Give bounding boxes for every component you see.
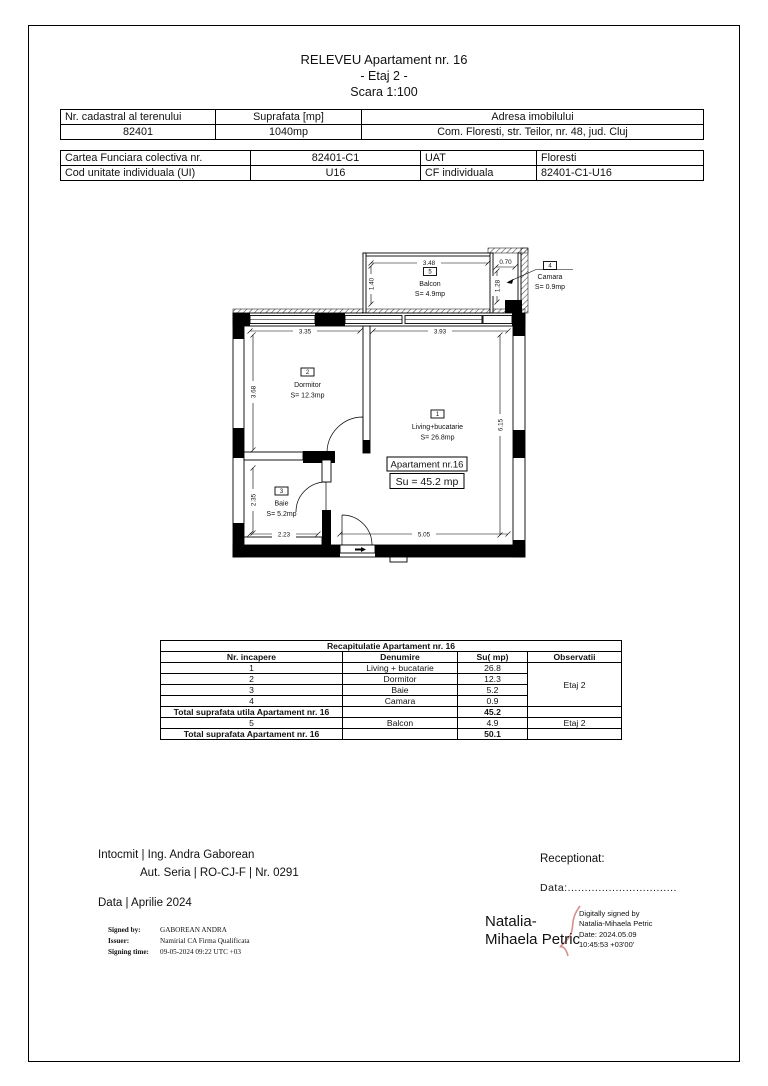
dim-balcon-height: 1.40 — [368, 277, 376, 291]
room-number: 1 — [435, 412, 440, 419]
land-value-suprafata: 1040mp — [216, 125, 362, 140]
cf-individuala-value: 82401-C1-U16 — [537, 166, 704, 181]
room-area: S= 12.3mp — [290, 392, 325, 400]
cf-colectiva-label: Cartea Funciara colectiva nr. — [61, 151, 251, 166]
signed-by-value: GABOREAN ANDRA — [160, 926, 227, 934]
room-name: Baie — [274, 500, 289, 508]
recap-cell-denumire: Baie — [343, 685, 458, 696]
leader-arrow-icon — [507, 279, 514, 284]
room-label-living — [412, 410, 463, 442]
signer-name-line2: Mihaela Petric — [485, 931, 581, 948]
uat-value: Floresti — [537, 151, 704, 166]
recap-cell-su: 12.3 — [458, 674, 528, 685]
issuer-label: Issuer: — [108, 937, 130, 945]
dim-balcon-width: 3.48 — [422, 260, 436, 267]
signer-name-line1: Natalia- — [485, 913, 537, 930]
intocmit-line: Intocmit | Ing. Andra Gaborean — [98, 849, 255, 861]
recap-cell-nr: 1 — [161, 663, 343, 674]
recap-empty-cell — [528, 707, 622, 718]
recap-total-utila-label: Total suprafata utila Apartament nr. 16 — [161, 707, 343, 718]
dim-dormitor-height: 3.68 — [250, 385, 258, 399]
aut-seria-line: Aut. Seria | RO-CJ-F | Nr. 0291 — [140, 867, 299, 879]
dim-dormitor-width: 3.35 — [298, 328, 312, 336]
recap-header-nr: Nr. incapere — [161, 652, 343, 663]
recap-balcon-row — [161, 718, 622, 729]
recap-empty-cell — [343, 707, 458, 718]
room-number: 3 — [279, 489, 284, 496]
doc-title: RELEVEU Apartament nr. 16 — [300, 52, 468, 67]
recap-cell-su: 5.2 — [458, 685, 528, 696]
room-number: 2 — [305, 370, 310, 377]
ui-label: Cod unitate individuala (UI) — [61, 166, 251, 181]
signed-by-row — [108, 925, 250, 936]
exterior-walls — [233, 313, 525, 557]
room-name: Living+bucatarie — [411, 424, 464, 431]
ui-value: U16 — [251, 166, 421, 181]
land-header-cadastral: Nr. cadastral al terenului — [61, 110, 216, 125]
recap-header-denumire: Denumire — [343, 652, 458, 663]
land-table — [60, 109, 704, 140]
windows — [250, 316, 512, 324]
cf-individuala-label: CF individuala — [421, 166, 537, 181]
dim-baie-height: 2.35 — [250, 493, 258, 507]
dim-baie-width: 2.23 — [277, 531, 291, 539]
signing-time-row — [108, 947, 250, 958]
room-name: Camara — [537, 273, 563, 281]
recap-title-row — [161, 641, 622, 652]
dim-camara-width: 0.70 — [499, 259, 512, 266]
recap-cell-su: 4.9 — [458, 718, 528, 729]
land-table-header-row — [61, 110, 704, 125]
digital-detail-line: Natalia-Mihaela Petric — [579, 919, 653, 929]
recap-header-su: Su( mp) — [458, 652, 528, 663]
recap-total-value: 50.1 — [458, 729, 528, 740]
recap-cell-nr: 4 — [161, 696, 343, 707]
signing-time-label: Signing time: — [108, 948, 149, 956]
recap-header-observatii: Observatii — [528, 652, 622, 663]
recap-cell-nr: 3 — [161, 685, 343, 696]
recap-total-utila-value: 45.2 — [458, 707, 528, 718]
land-value-adresa: Com. Floresti, str. Teilor, nr. 48, jud. Cluj — [362, 125, 704, 140]
recap-cell-nr: 2 — [161, 674, 343, 685]
hatch-strips — [233, 248, 528, 314]
reception-date-line: Data:................................ — [540, 882, 677, 894]
recap-cell-denumire: Camara — [343, 696, 458, 707]
digital-signer-name — [485, 913, 580, 949]
receptionat-label: Receptionat: — [540, 853, 605, 865]
recap-empty-cell — [343, 729, 458, 740]
recap-title: Recapitulatie Apartament nr. 16 — [161, 641, 622, 652]
room-area: S= 4.9mp — [414, 291, 446, 298]
room-number: 5 — [428, 269, 432, 276]
land-table-data-row — [61, 125, 704, 140]
apartment-area-label: Su = 45.2 mp — [395, 475, 459, 488]
recap-empty-cell — [528, 729, 622, 740]
uat-label: UAT — [421, 151, 537, 166]
room-number: 4 — [548, 263, 552, 270]
room-name: Dormitor — [294, 382, 321, 389]
signed-by-label: Signed by: — [108, 926, 141, 934]
room-area: S= 0.9mp — [534, 283, 566, 291]
issuer-row — [108, 936, 250, 947]
doc-subtitle-floor: - Etaj 2 - — [360, 69, 408, 83]
recap-cell-su: 26.8 — [458, 663, 528, 674]
cf-row-unitate — [61, 166, 704, 181]
recap-total-row — [161, 729, 622, 740]
land-header-suprafata: Suprafata [mp] — [216, 110, 362, 125]
room-label-balcon — [415, 268, 445, 299]
cf-table — [60, 150, 704, 181]
apartment-summary-box — [387, 457, 467, 489]
digital-detail-line: Date: 2024.05.09 — [579, 929, 637, 939]
digital-detail-line: Digitally signed by — [579, 909, 640, 918]
recap-row-1 — [161, 663, 622, 674]
door-swings — [296, 417, 372, 545]
recap-cell-denumire: Balcon — [343, 718, 458, 729]
digital-signature-details — [579, 909, 652, 951]
digital-signature-block-left — [108, 925, 250, 958]
recap-cell-denumire: Living + bucatarie — [343, 663, 458, 674]
room-name: Balcon — [419, 281, 441, 288]
date-line: Data | Aprilie 2024 — [98, 897, 192, 909]
land-value-cadastral: 82401 — [61, 125, 216, 140]
recap-table — [160, 640, 622, 740]
title-block — [0, 52, 768, 100]
land-header-adresa: Adresa imobilului — [362, 110, 704, 125]
dim-living-width: 3.93 — [433, 328, 447, 336]
cf-colectiva-value: 82401-C1 — [251, 151, 421, 166]
interior-walls — [244, 326, 407, 562]
signing-time-value: 09-05-2024 09:22 UTC +03 — [160, 948, 241, 956]
dim-living-bottom: 5.05 — [417, 531, 431, 539]
recap-cell-obs: Etaj 2 — [528, 718, 622, 729]
recap-cell-nr: 5 — [161, 718, 343, 729]
room-label-baie — [266, 487, 296, 518]
recap-cell-obs-merged: Etaj 2 — [528, 663, 622, 707]
apartment-number-label: Apartament nr.16 — [390, 459, 464, 471]
recap-total-label: Total suprafata Apartament nr. 16 — [161, 729, 343, 740]
dimension-lines — [248, 259, 518, 539]
dim-camara-height: 1.28 — [494, 279, 502, 293]
cf-row-colectiva — [61, 151, 704, 166]
recap-cell-su: 0.9 — [458, 696, 528, 707]
recap-total-utila-row — [161, 707, 622, 718]
room-area: S= 26.8mp — [420, 434, 455, 442]
room-label-dormitor — [290, 368, 324, 400]
digital-detail-line: 10:45:53 +03'00' — [579, 940, 635, 950]
room-area: S= 5.2mp — [266, 511, 297, 518]
floor-plan — [225, 240, 575, 570]
doc-scale: Scara 1:100 — [350, 85, 418, 99]
recap-header-row — [161, 652, 622, 663]
dim-living-height: 6.15 — [497, 418, 505, 432]
recap-cell-denumire: Dormitor — [343, 674, 458, 685]
issuer-value: Namirial CA Firma Qualificata — [160, 937, 250, 945]
